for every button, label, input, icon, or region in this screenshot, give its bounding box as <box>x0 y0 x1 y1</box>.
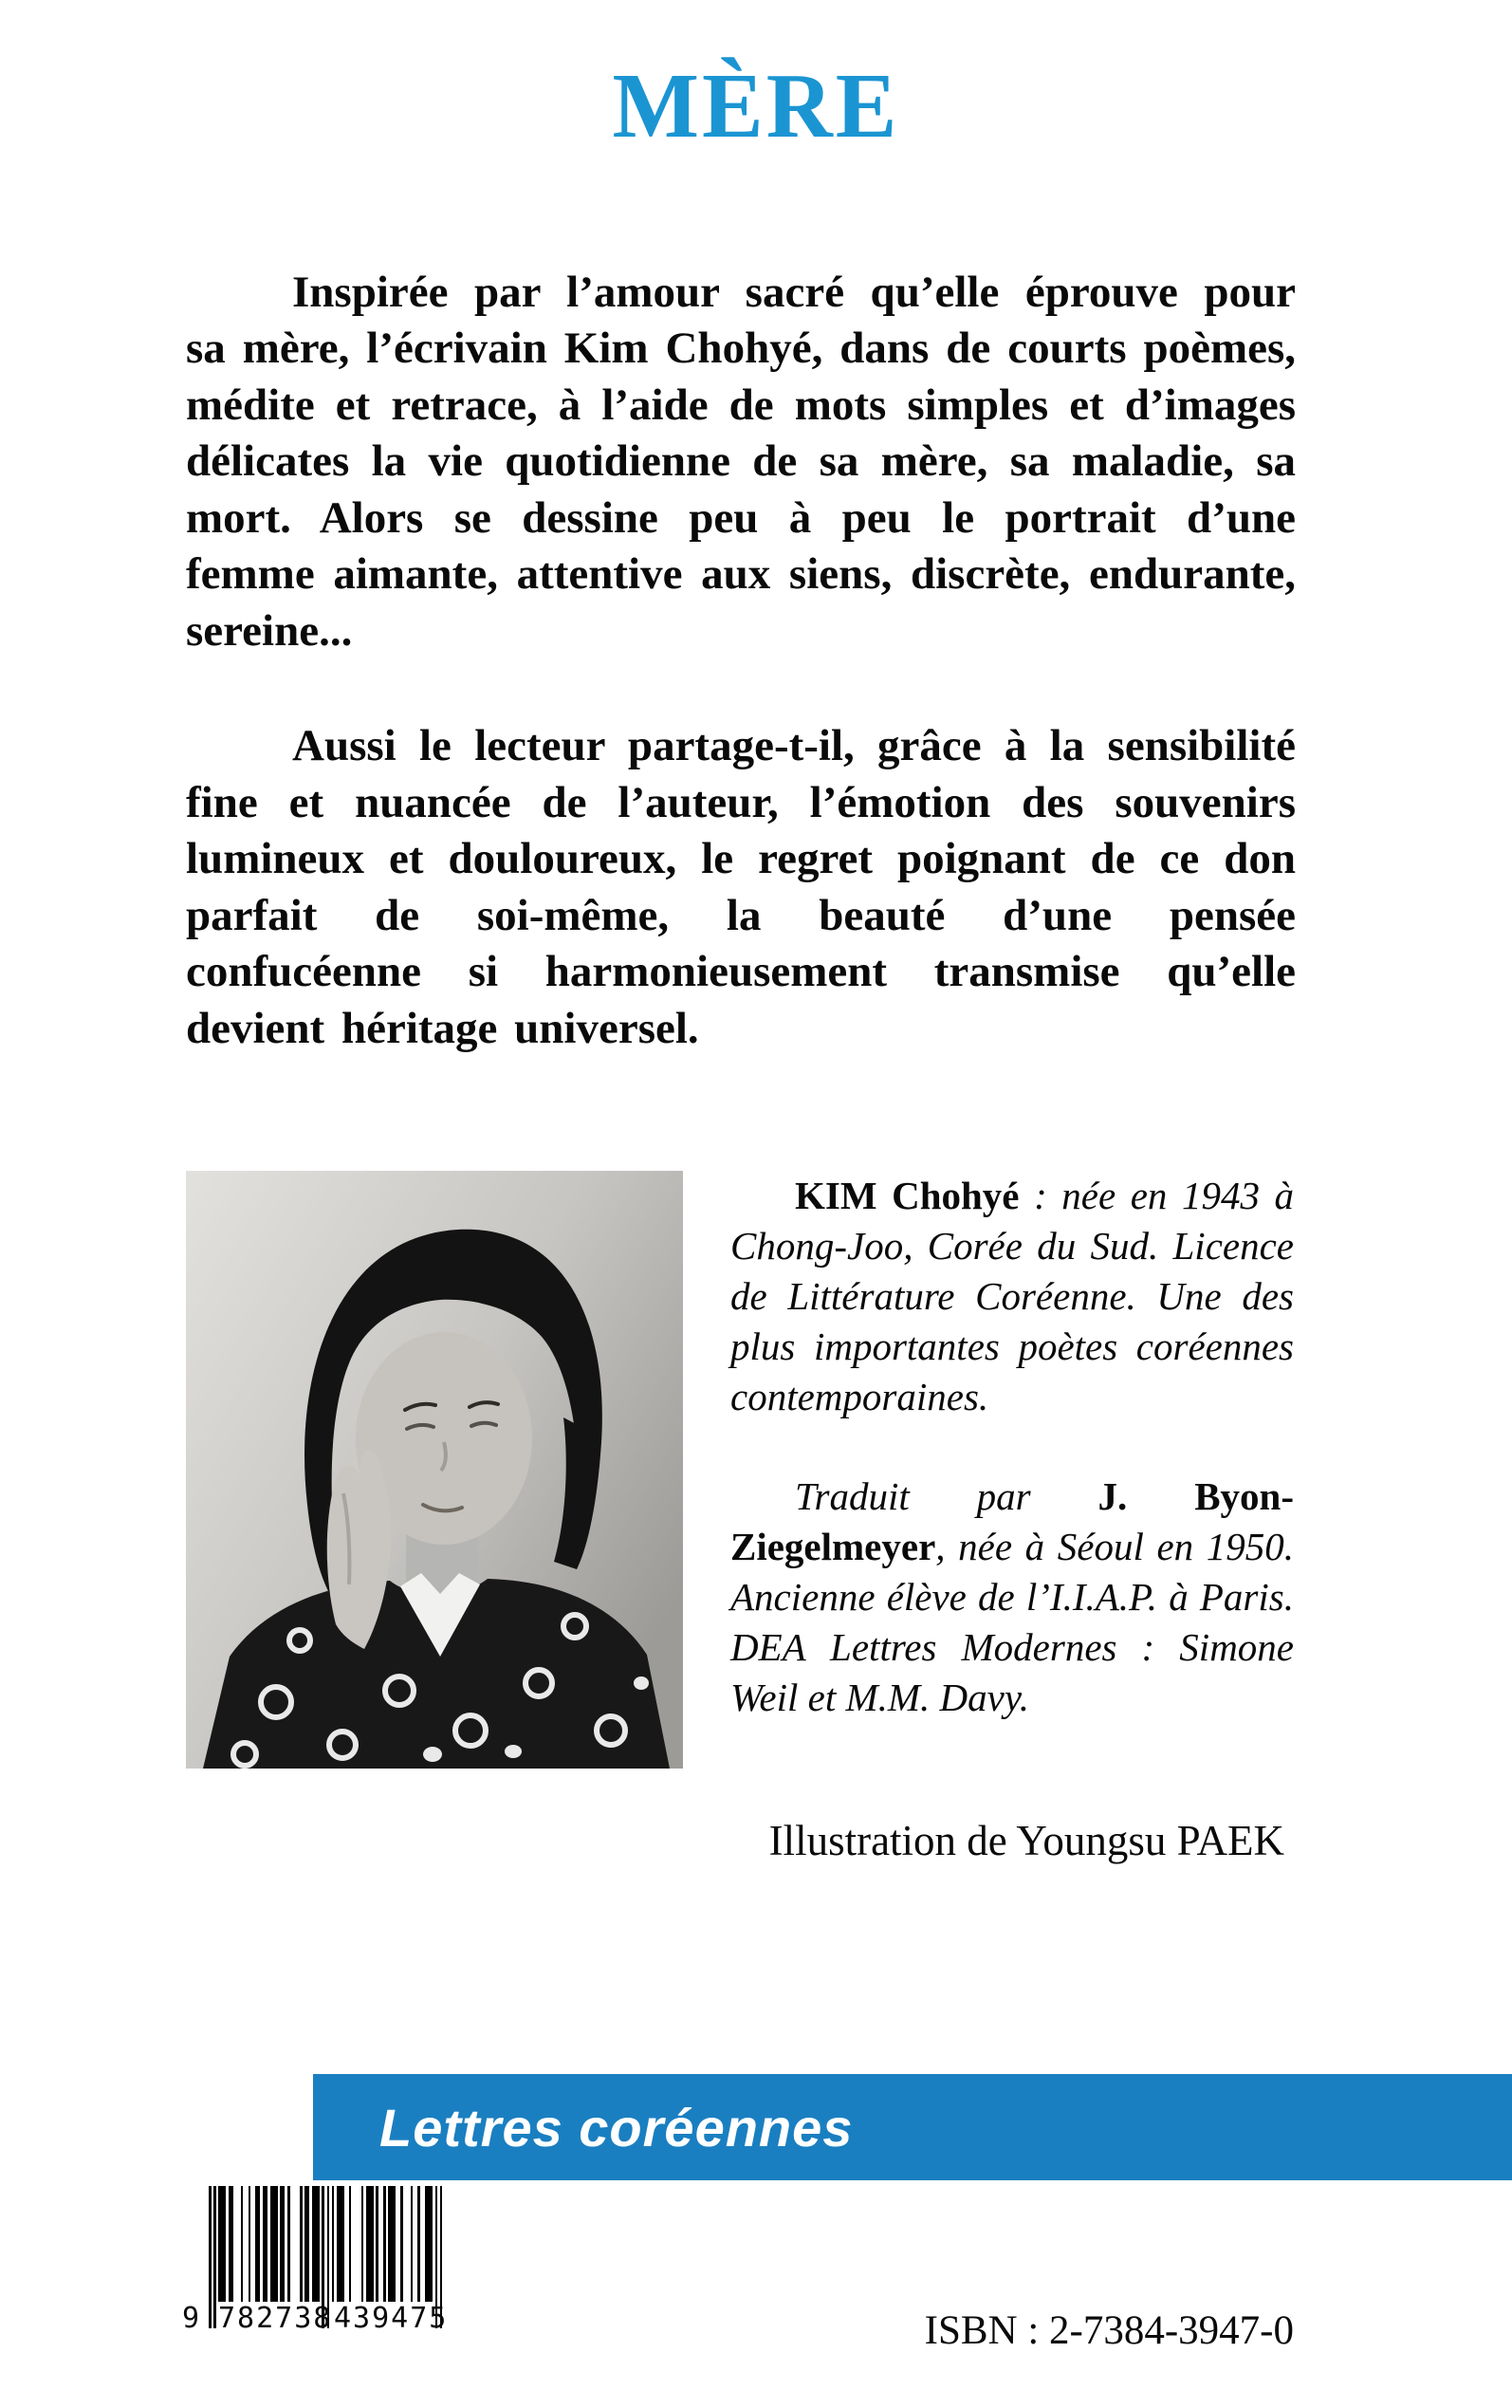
author-bio <box>730 1171 1294 1422</box>
translator-name: J. Byon-Ziegelmeyer <box>730 1474 1295 1569</box>
author-section <box>186 1171 1294 1769</box>
isbn: ISBN : 2-7384-3947-0 <box>924 2308 1294 2353</box>
barcode-digits-left: 782738 <box>218 2302 333 2335</box>
translator-bio-text: , née à Séoul en 1950. Ancienne élève de l’I.I.A.P. à Paris. DEA Lettres Modernes : Simone Weil et M.M. Davy. <box>730 1525 1294 1720</box>
author-photo <box>186 1171 683 1769</box>
barcode-digit-lead: 9 <box>182 2302 200 2335</box>
translator-lead: Traduit par <box>795 1474 1098 1519</box>
synopsis-paragraph-2: Aussi le lecteur partage-t-il, grâce à la sensibilité fine et nuancée de l’auteur, l’émotion des souvenirs lumineux et douloureux, le regret poignant de ce don parfait de soi-même, la beauté d’une pensée confucéenne si harmonieusement transmise qu’elle devient héritage universel. <box>186 721 1296 1053</box>
collection-band <box>313 2074 1512 2180</box>
barcode-digits-right: 439475 <box>334 2302 449 2335</box>
book-title: MÈRE <box>612 55 900 157</box>
collection-label: Lettres coréennes <box>379 2097 854 2158</box>
synopsis <box>186 265 1296 1058</box>
barcode-digits <box>180 2298 465 2343</box>
translator-bio <box>730 1472 1294 1723</box>
illustration-credit: Illustration de Youngsu PAEK <box>768 1817 1284 1865</box>
author-bio-text: : née en 1943 à Chong-Joo, Corée du Sud. Licence de Littérature Coréenne. Une des plus importantes poètes coréennes contemporaines. <box>730 1174 1294 1419</box>
author-portrait-illustration <box>186 1171 683 1769</box>
barcode <box>180 2186 465 2347</box>
author-name: KIM Chohyé <box>795 1174 1020 1218</box>
bio-column <box>730 1171 1294 1769</box>
synopsis-paragraph-1: Inspirée par l’amour sacré qu’elle éprouve pour sa mère, l’écrivain Kim Chohyé, dans de courts poèmes, médite et retrace, à l’aide de mots simples et d’images délicates la vie quotidienne de sa mère, sa maladie, sa mort. Alors se dessine peu à peu le portrait d’une femme aimante, attentive aux siens, discrète, endurante, sereine... <box>186 267 1296 656</box>
